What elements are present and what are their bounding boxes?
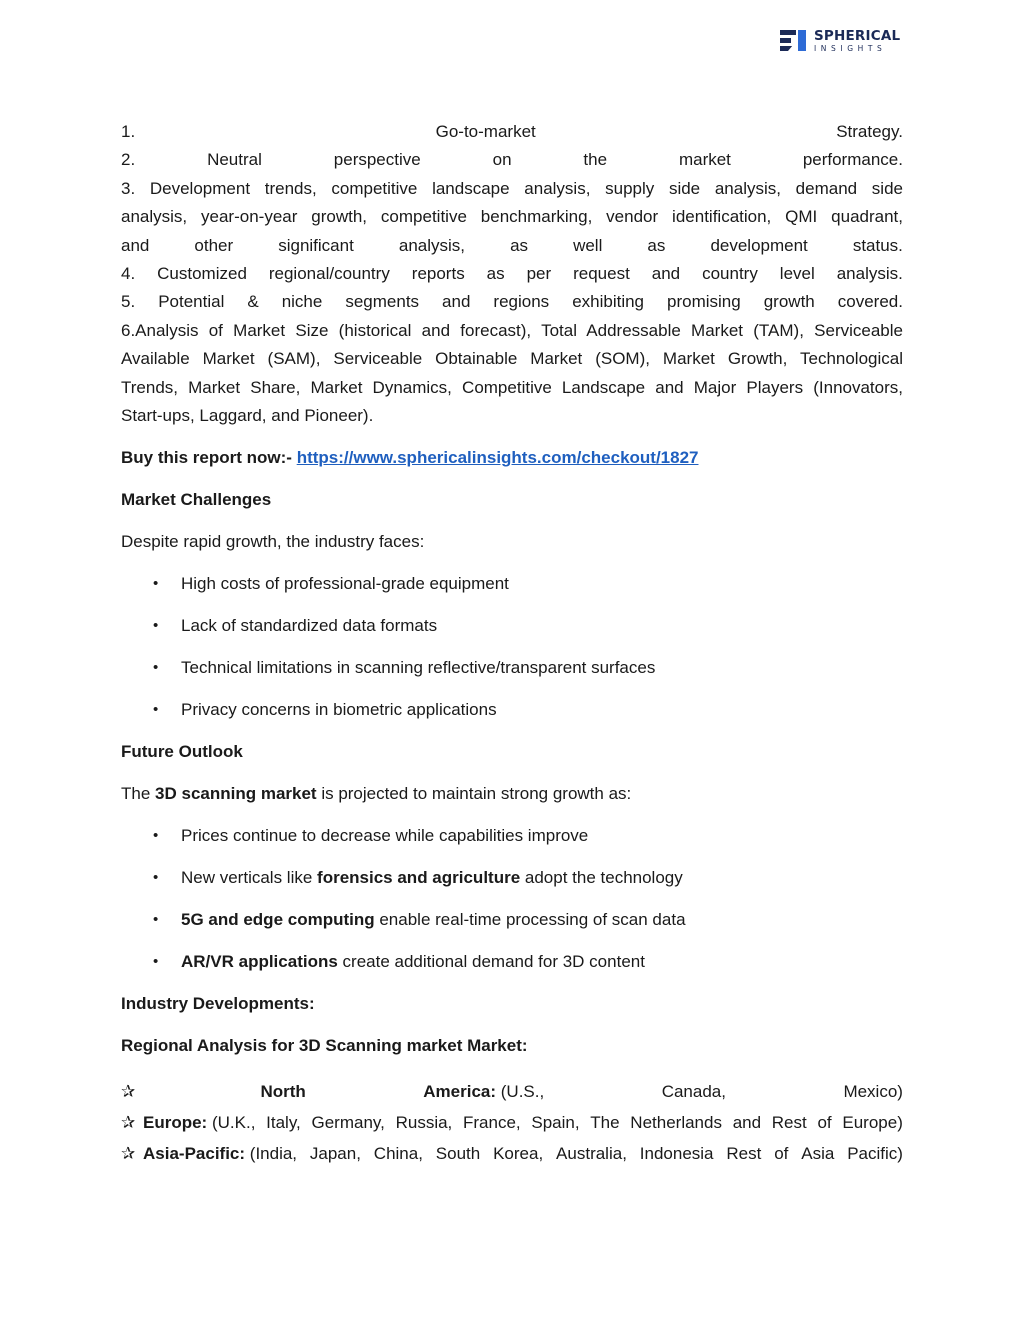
list-line-2: 2. Neutral perspective on the market performance. [121,150,903,170]
list-item: • Privacy concerns in biometric applications [121,696,903,724]
spherical-insights-logo [780,26,906,56]
list-line-1: 1. Go-to-market Strategy. [121,122,903,141]
list-item: • High costs of professional-grade equipment [121,570,903,598]
list-line-3c: and other significant analysis, as well as development status. [121,235,903,255]
region-europe: ✰ Europe: (U.K., Italy, Germany, Russia, France, Spain, The Netherlands and Rest of Europe) [121,1107,903,1138]
list-line-6d: Start-ups, Laggard, and Pioneer). [121,405,374,425]
logo-mark-icon [780,27,808,55]
list-line-4: 4. Customized regional/country reports as per request and country level analysis. [121,263,903,283]
logo-name: SPHERICAL [814,27,901,44]
list-item: • AR/VR applications create additional demand for 3D content [121,948,903,976]
document-body [121,118,903,1169]
region-asia-pacific: ✰ Asia-Pacific: (India, Japan, China, South Korea, Australia, Indonesia Rest of Asia Pacific) [121,1138,903,1169]
list-item: • Prices continue to decrease while capabilities improve [121,822,903,850]
developments-heading: Industry Developments: [121,994,315,1014]
list-line-6c: Trends, Market Share, Market Dynamics, Competitive Landscape and Major Players (Innovators, [121,377,903,397]
regional-list [121,1076,903,1169]
list-item: • Lack of standardized data formats [121,612,903,640]
outlook-list [121,822,903,976]
buy-report-line [121,444,903,472]
challenges-heading: Market Challenges [121,490,272,510]
list-item: • Technical limitations in scanning reflective/transparent surfaces [121,654,903,682]
challenges-intro: Despite rapid growth, the industry faces: [121,532,425,552]
regional-heading: Regional Analysis for 3D Scanning market Market: [121,1036,528,1056]
star-icon: ✰ [121,1144,136,1164]
challenges-list [121,570,903,724]
list-line-6a: 6.Analysis of Market Size (historical and forecast), Total Addressable Market (TAM), Serviceable [121,320,903,340]
list-item: • New verticals like forensics and agriculture adopt the technology [121,864,903,892]
logo-sub: INSIGHTS [814,44,887,53]
checkout-link[interactable]: https://www.sphericalinsights.com/checkout/1827 [296,448,699,468]
list-line-3a: 3. Development trends, competitive landscape analysis, supply side analysis, demand side [121,178,903,198]
outlook-intro: The 3D scanning market is projected to maintain strong growth as: [121,784,632,804]
star-icon: ✰ [121,1113,136,1133]
region-north-america: ✰ North America: (U.S., Canada, Mexico) [121,1076,903,1107]
list-line-6b: Available Market (SAM), Serviceable Obtainable Market (SOM), Market Growth, Technological [121,349,903,369]
list-item: • 5G and edge computing enable real-time processing of scan data [121,906,903,934]
list-line-5: 5. Potential & niche segments and regions exhibiting promising growth covered. [121,292,903,312]
outlook-heading: Future Outlook [121,742,243,762]
list-line-3b: analysis, year-on-year growth, competitive benchmarking, vendor identification, QMI quadrant, [121,207,903,227]
star-icon: ✰ [121,1082,136,1102]
buy-report-label: Buy this report now:- [121,448,292,468]
